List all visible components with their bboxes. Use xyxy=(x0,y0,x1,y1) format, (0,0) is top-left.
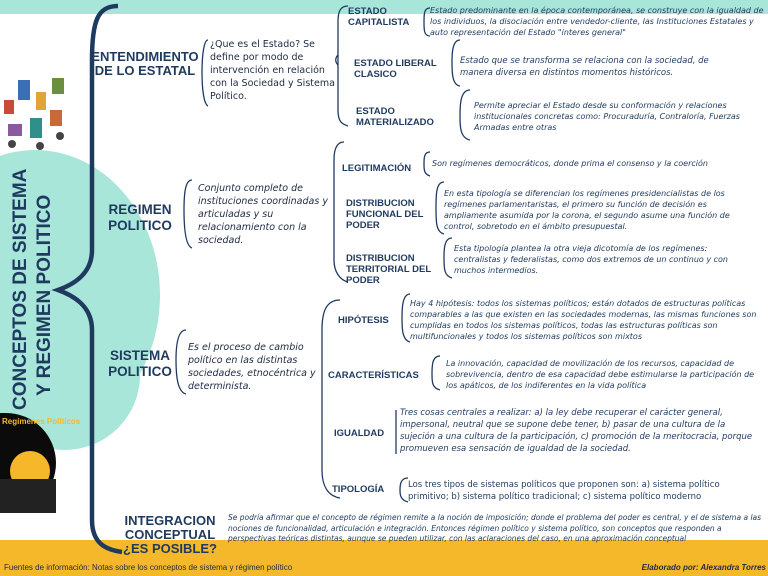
section-desc-regimen: Conjunto completo de instituciones coordinadas y articuladas y su relacionamiento con la sociedad. xyxy=(198,183,328,246)
sistema-item-text: Los tres tipos de sistemas políticos que proponen son: a) sistema político primitivo; b) sistema político tradicional; c) sistema político moderno xyxy=(408,480,720,502)
regimen-item-label: DISTRIBUCION TERRITORIAL DEL PODER xyxy=(346,253,431,286)
section-desc-sistema: Es el proceso de cambio político en las distintas sociedades, etnocéntrica y determinista. xyxy=(188,342,316,392)
author-text: Elaborado por: Alexandra Torres xyxy=(641,563,766,572)
sistema-item-label: CARACTERÍSTICAS xyxy=(328,370,419,381)
regimen-item-text: Son regímenes democráticos, donde prima el consenso y la coerción xyxy=(432,159,708,168)
main-title-line2: Y REGIMEN POLITICO xyxy=(34,194,55,396)
section-title-regimen: REGIMEN POLITICO xyxy=(108,202,172,233)
regimen-item-label: LEGITIMACIÓN xyxy=(342,163,412,174)
estatal-item-label: ESTADO MATERIALIZADO xyxy=(356,106,434,128)
estatal-item-label: ESTADO LIBERAL CLASICO xyxy=(354,58,437,80)
sistema-item-label: IGUALDAD xyxy=(334,428,385,439)
sistema-item-text: Hay 4 hipótesis: todos los sistemas políticos; están dotados de estructuras políticas comparables a las que existen en las sociedades modernas, las mismas funciones son cumplidas en todos los sistemas políticos, todas las estructuras políticas son multifuncionales y todos los sistemas políticos son mixtos xyxy=(410,299,757,341)
sources-text: Fuentes de información: Notas sobre los conceptos de sistema y régimen político xyxy=(4,563,293,572)
sistema-item-label: HIPÓTESIS xyxy=(338,315,389,326)
crowd-silhouette xyxy=(0,479,56,513)
section-desc-integracion: Se podría afirmar que el concepto de régimen remite a la noción de imposición; donde el problema del poder es central, y el de sistema a las nociones de funcionalidad, articulación e integración. Entonces régimen político y sistema político, son conceptos que responden a perspectivas teóricas distintas, aunque se pueden utilizar, con las aclaraciones del caso, en una aproximación conceptual xyxy=(228,513,762,543)
regimen-item-text: Esta tipología plantea la otra vieja dicotomía de los regímenes: centralistas y federalistas, como dos extremos de un continuo y con muchos intermedios. xyxy=(454,244,728,275)
image-caption: Regímenes Políticos xyxy=(2,417,81,426)
section-title-estatal: ENTENDIMIENTO DE LO ESTATAL xyxy=(91,49,199,78)
estatal-item-text: Permite apreciar el Estado desde su conformación y relaciones institucionales concretas como: Procuraduría, Contraloría, Fuerzas Armadas entre otras xyxy=(474,101,740,132)
main-title-line1: CONCEPTOS DE SISTEMA xyxy=(10,168,31,410)
estatal-item-text: Estado que se transforma se relaciona con la sociedad, de manera diversa en distintos momentos históricos. xyxy=(460,56,709,78)
regimen-item-label: DISTRIBUCION FUNCIONAL DEL PODER xyxy=(346,198,424,231)
sistema-item-text: Tres cosas centrales a realizar: a) la ley debe recuperar el carácter general, impersonal, neutral que se supone debe tener, b) pasar de una cultura de la sujeción a una cultura de la participación, c) promoción de la meritocracia, porque promueven esa sensación de igualdad de la sociedad. xyxy=(400,408,753,454)
sistema-item-label: TIPOLOGÍA xyxy=(332,484,385,495)
section-desc-estatal: ¿Que es el Estado? Se define por modo de intervención en relación con la Sociedad y Sistema Político. xyxy=(210,39,335,102)
sistema-item-text: La innovación, capacidad de movilización de los recursos, capacidad de sobrevivencia, dentro de esa capacidad debe estimularse la participación de los apáticos, de los indiferentes en la vida política xyxy=(446,359,755,390)
estatal-item-label: ESTADO CAPITALISTA xyxy=(348,6,410,28)
regimen-item-text: En esta tipología se diferencian los regímenes presidencialistas de los regímenes parlamentaristas, el primero su función de decisión es ampliamente asumida por la corona, el segundo asume una función de control, sobretodo en el ámbito presupuestal. xyxy=(444,189,730,231)
main-title xyxy=(0,160,62,410)
section-title-integracion: INTEGRACION CONCEPTUAL ¿ES POSIBLE? xyxy=(123,513,217,556)
estatal-item-text: Estado predominante en la época contemporánea, se construye con la igualdad de los individuos, la disociación entre vendedor-cliente, las Instituciones Estatales y auto representación del Estado "interes general" xyxy=(430,6,764,37)
section-title-sistema: SISTEMA POLITICO xyxy=(108,348,172,379)
people-illustration xyxy=(0,70,70,152)
